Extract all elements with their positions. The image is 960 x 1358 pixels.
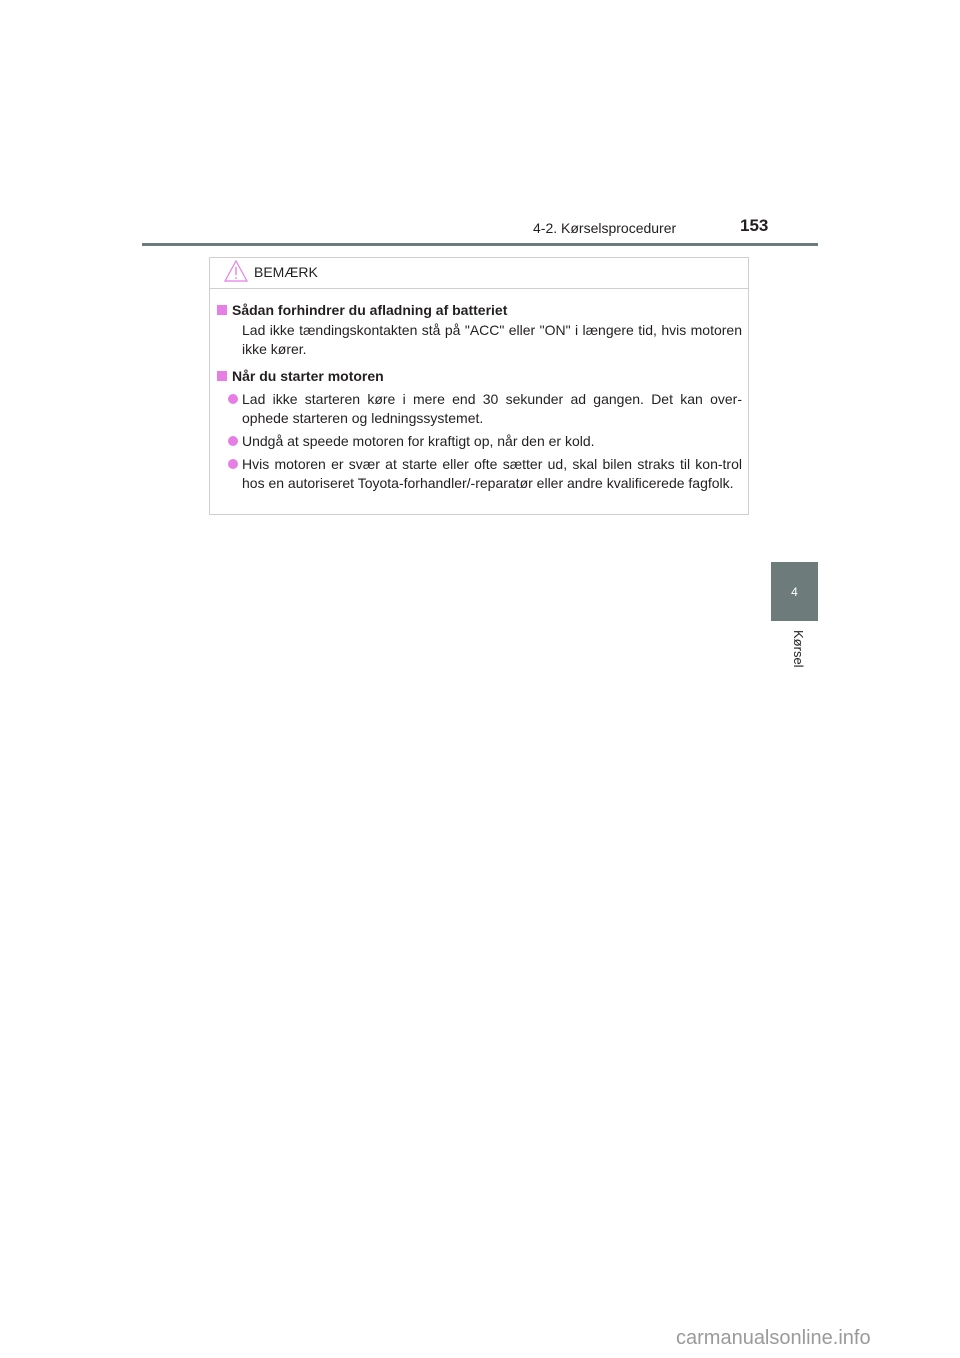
list-item-text: Undgå at speede motoren for kraftigt op, når den er kold. [242,433,595,449]
square-bullet-icon [217,305,227,315]
header-rule [142,243,818,246]
round-bullet-icon [228,394,238,404]
watermark-text: carmanualsonline.info [676,1327,871,1349]
list-item [216,432,742,451]
list-item [216,455,742,493]
section-heading-text: Når du starter motoren [232,368,384,384]
round-bullet-icon [228,436,238,446]
header-section-title: 4-2. Kørselsprocedurer [533,220,677,236]
section-heading [216,367,742,386]
page-number: 153 [740,216,769,235]
chapter-number: 4 [791,584,798,599]
warning-triangle-icon [224,260,248,282]
square-bullet-icon [217,371,227,381]
notice-title: BEMÆRK [254,264,318,280]
notice-box [209,257,749,515]
list-item [216,390,742,428]
notice-header [210,258,748,289]
section-heading [216,301,742,320]
list-item-text: Hvis motoren er svær at starte eller ofte sætter ud, skal bilen straks til kon-trol hos en autoriseret Toyota-forhandler/-reparatør eller andre kvalificerede fagfolk. [242,456,742,491]
section-heading-text: Sådan forhindrer du afladning af batteriet [232,302,508,318]
round-bullet-icon [228,459,238,469]
section-paragraph: Lad ikke tændingskontakten stå på "ACC" eller "ON" i længere tid, hvis motoren ikke kører. [242,322,742,357]
list-item-text: Lad ikke starteren køre i mere end 30 sekunder ad gangen. Det kan over-ophede starteren og ledningssystemet. [242,391,742,426]
chapter-tab[interactable] [771,562,818,621]
chapter-label: Kørsel [791,630,806,668]
notice-body [210,289,748,493]
